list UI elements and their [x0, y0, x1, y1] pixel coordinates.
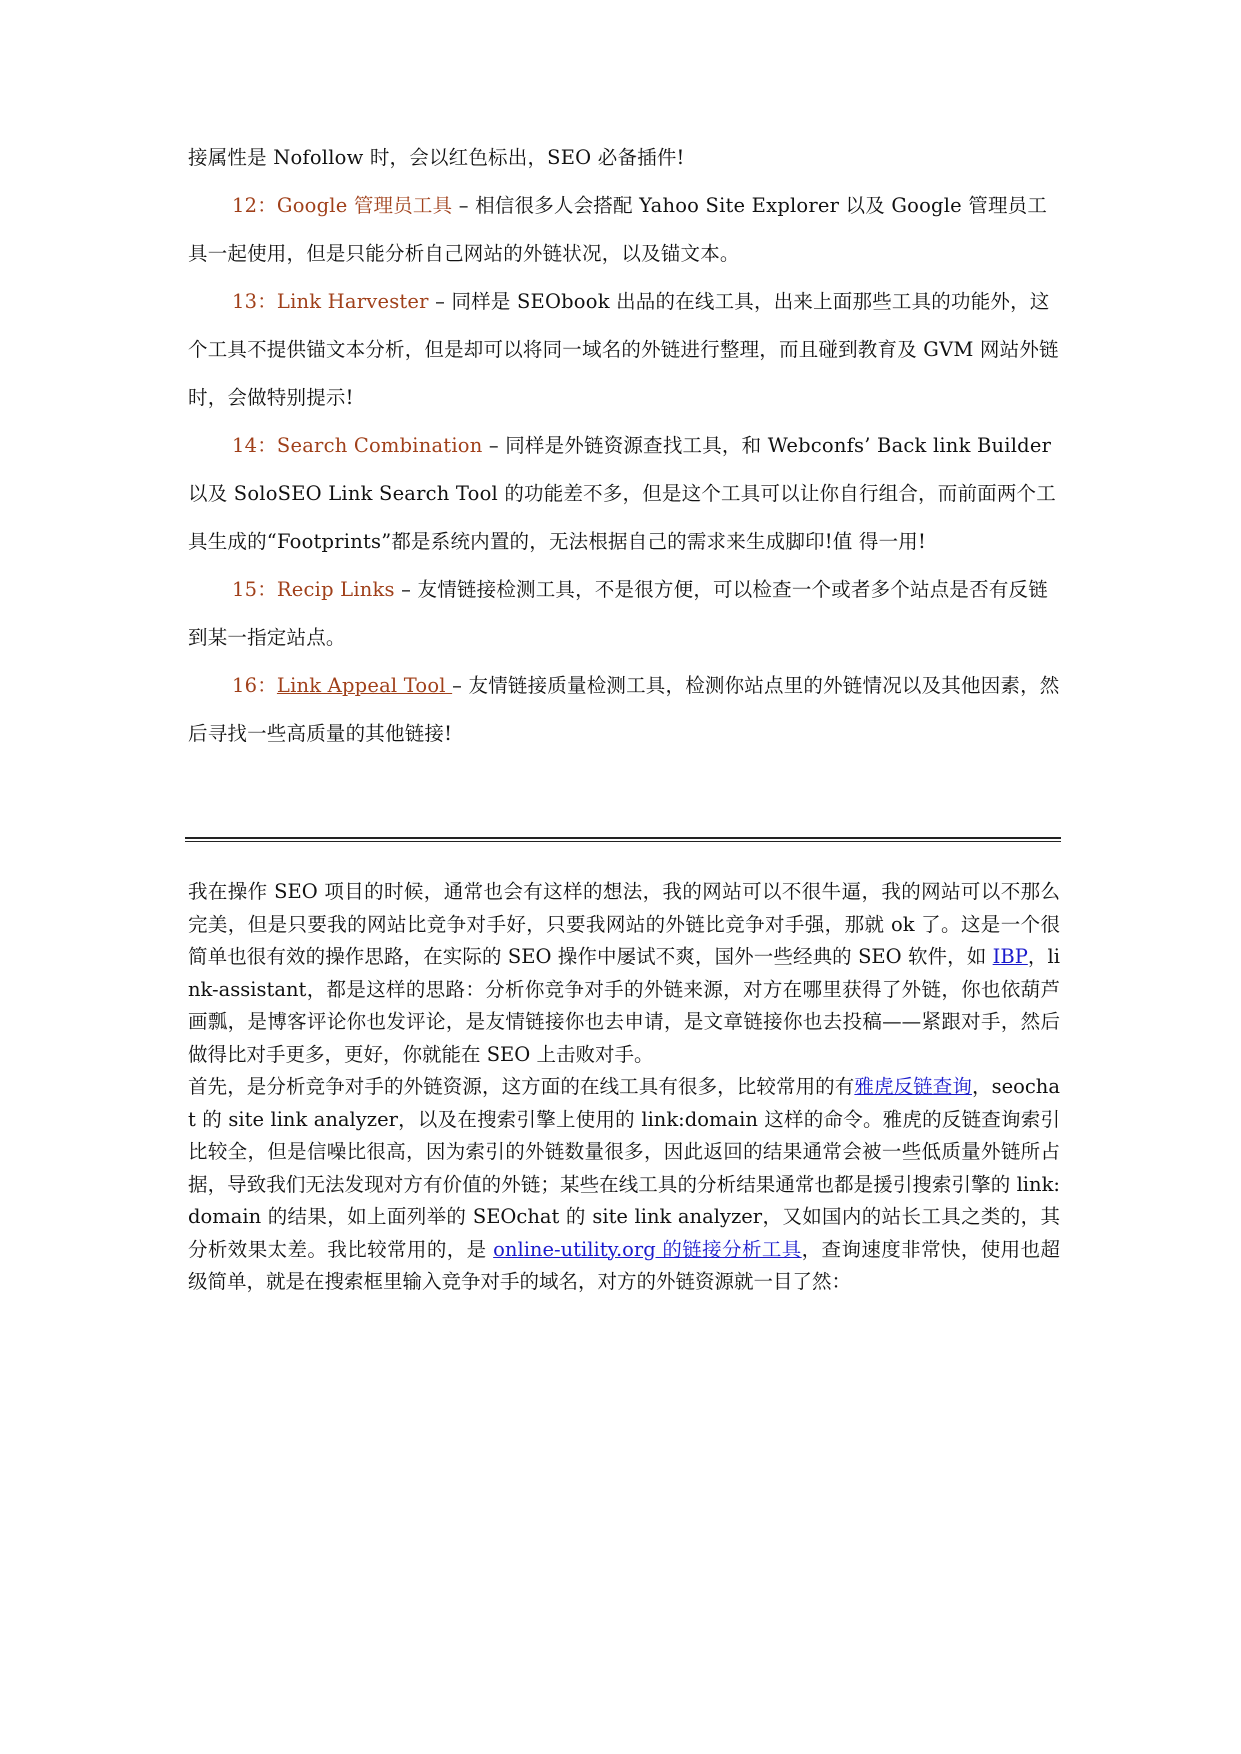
paragraph-text: ，link-assistant，都是这样的思路：分析你竞争对手的外链来源，对方在哪里获得了外链，你也依葫芦画瓢，是博客评论你也发评论，是友情链接你也去申请，是文章链接你也去投稿——紧跟对手，然后做得比对手更多，更好，你就能在 SEO 上击败对手。 — [188, 945, 1060, 1066]
section-divider — [185, 837, 1061, 842]
tool-item-13 — [188, 278, 1060, 422]
tool-number: 13： — [232, 290, 277, 313]
tool-item-14 — [188, 422, 1060, 566]
paragraph-text: ，seochat 的 site link analyzer，以及在搜索引擎上使用的 link:domain 这样的命令。雅虎的反链查询索引比较全，但是信噪比很高，因为索引的外链数量很多，因此返回的结果通常会被一些低质量外链所占据，导致我们无法发现对方有价值的外链；某些在线工具的分析结果通常也都是援引搜索引擎的 link:domain 的结果，如上面列举的 SEOchat 的 site link analyzer，又如国内的站长工具之类的，其分析效果太差。我比较常用的，是 — [188, 1075, 1060, 1261]
tool-number: 14： — [232, 434, 277, 457]
tool-item-16 — [188, 662, 1060, 758]
tool-name-link-harvester[interactable]: Link Harvester — [276, 290, 429, 313]
tool-description: – 友情链接质量检测工具，检测你站点里的外链情况以及其他因素，然后寻找一些高质量的其他链接! — [188, 674, 1060, 745]
tool-item-12 — [188, 182, 1060, 278]
continuation-paragraph — [188, 134, 1060, 182]
paragraph-text: 首先，是分析竞争对手的外链资源，这方面的在线工具有很多，比较常用的有 — [188, 1075, 855, 1098]
article-paragraph-2 — [188, 1071, 1060, 1299]
tool-description: – 相信很多人会搭配 Yahoo Site Explorer 以及 Google 管理员工具一起使用，但是只能分析自己网站的外链状况，以及锚文本。 — [188, 194, 1048, 265]
tool-description: – 同样是外链资源查找工具，和 Webconfs’ Back link Builder 以及 SoloSEO Link Search Tool 的功能差不多，但是这个工具可以让你自行组合，而前面两个工具生成的“Footprints”都是系统内置的，无法根据自己的需求来生成脚印!值 得一用! — [188, 434, 1056, 553]
yahoo-backlink-link[interactable]: 雅虎反链查询 — [854, 1075, 972, 1098]
paragraph-text: ，查询速度非常快，使用也超级简单，就是在搜索框里输入竞争对手的域名，对方的外链资源就一目了然： — [188, 1237, 1060, 1293]
tool-number: 12： — [232, 194, 277, 217]
tool-number: 15： — [232, 578, 277, 601]
tool-number: 16： — [232, 674, 277, 697]
tool-name-search-combination[interactable]: Search Combination — [276, 434, 483, 457]
paragraph-text: 我在操作 SEO 项目的时候，通常也会有这样的想法，我的网站可以不很牛逼，我的网站可以不那么完美，但是只要我的网站比竞争对手好，只要我网站的外链比竞争对手强，那就 ok 了。这是一个很简单也很有效的操作思路，在实际的 SEO 操作中屡试不爽，国外一些经典的 SEO 软件，如 — [188, 880, 1060, 968]
article-body — [188, 876, 1060, 1299]
tool-item-15 — [188, 566, 1060, 662]
tool-description: – 同样是 SEObook 出品的在线工具，出来上面那些工具的功能外，这个工具不提供锚文本分析，但是却可以将同一域名的外链进行整理，而且碰到教育及 GVM 网站外链时，会做特别提示! — [188, 290, 1059, 409]
tool-name-link-appeal-tool[interactable]: Link Appeal Tool — [276, 674, 453, 697]
article-paragraph-1 — [188, 876, 1060, 1071]
tool-name-recip-links[interactable]: Recip Links — [276, 578, 395, 601]
paragraph-text: 接属性是 Nofollow 时，会以红色标出，SEO 必备插件! — [188, 146, 685, 169]
ibp-link[interactable]: IBP — [992, 945, 1028, 968]
tool-list — [188, 146, 1060, 758]
tool-description: – 友情链接检测工具，不是很方便，可以检查一个或者多个站点是否有反链到某一指定站点。 — [188, 578, 1048, 649]
online-utility-link[interactable]: online-utility.org 的链接分析工具 — [493, 1237, 802, 1261]
tool-name-google-webmaster[interactable]: Google 管理员工具 — [276, 194, 453, 217]
